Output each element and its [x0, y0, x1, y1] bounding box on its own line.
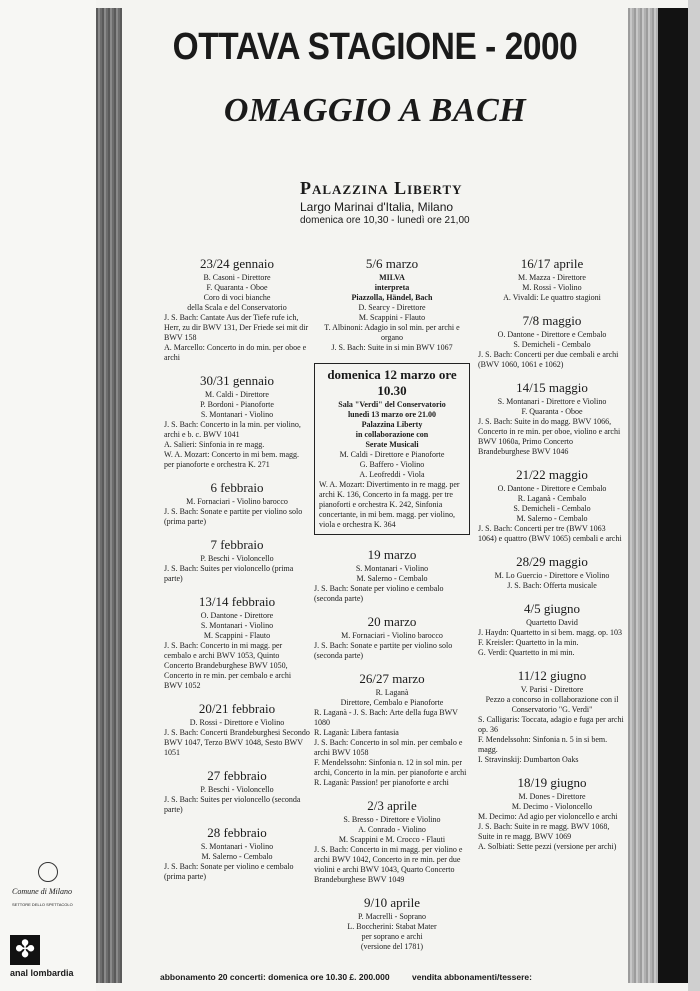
concert-detail: S. Bresso - Direttore e Violino: [343, 815, 441, 824]
concert-date: 27 febbraio: [207, 768, 267, 783]
concert-detail: O. Dantone - Direttore e Cembalo: [497, 484, 607, 493]
concert-detail: F. Mendelssohn: Sinfonia n. 5 in si bem. magg.: [478, 735, 608, 754]
clover-icon: ✤: [10, 935, 40, 965]
concert-entry: [478, 775, 626, 852]
concert-entry: [164, 594, 310, 691]
comune-logo: [8, 858, 92, 916]
concert-detail: O. Dantone - Direttore e Cembalo: [497, 330, 607, 339]
concert-entry: [478, 467, 626, 544]
concert-detail: S. Montanari - Violino: [200, 842, 274, 851]
concert-entry: [314, 547, 470, 604]
concert-detail: I. Stravinskij: Dumbarton Oaks: [478, 755, 579, 764]
concert-detail: R. Laganà: Libera fantasia: [314, 728, 399, 737]
concert-entry: [164, 480, 310, 527]
concert-detail: A. Salieri: Sinfonia in re magg.: [164, 440, 265, 449]
sponsor-logo: [10, 935, 74, 978]
concert-detail: S. Calligaris: Toccata, adagio e fuga per archi op. 36: [478, 715, 624, 734]
concert-detail: per soprano e archi: [361, 932, 423, 941]
concert-entry: [478, 668, 626, 765]
program-column-2: [314, 256, 470, 962]
concert-detail: M. Scappini - Flauto: [358, 313, 426, 322]
concert-detail: J. S. Bach: Sonate per violino e cembalo (seconda parte): [314, 584, 444, 603]
concert-detail: J. S. Bach: Concerti per due cembali e archi (BWV 1060, 1061 e 1062): [478, 350, 619, 369]
concert-detail: J. S. Bach: Suites per violoncello (prima parte): [164, 564, 294, 583]
concert-entry: [478, 313, 626, 370]
concert-detail: P. Beschi - Violoncello: [200, 554, 274, 563]
concert-detail: S. Demicheli - Cembalo: [513, 340, 591, 349]
concert-detail: S. Montanari - Violino: [355, 564, 429, 573]
concert-date: 21/22 maggio: [516, 467, 588, 482]
season-subtitle: OMAGGIO A BACH: [223, 92, 527, 129]
concert-detail: J. S. Bach: Concerti per tre (BWV 1063 1064) e quattro (BWV 1065) cembali e archi: [478, 524, 622, 543]
concert-detail: J. S. Bach: Offerta musicale: [507, 581, 597, 590]
concert-detail: M. Dones - Direttore: [518, 792, 586, 801]
concert-date: 5/6 marzo: [365, 256, 419, 271]
concert-detail: Coro di voci bianche: [203, 293, 271, 302]
concert-detail: MILVA: [379, 273, 405, 282]
concert-detail: O. Dantone - Direttore: [200, 611, 274, 620]
concert-detail: J. S. Bach: Concerto in sol min. per cembalo e archi BWV 1058: [314, 738, 463, 757]
concert-date: 9/10 aprile: [364, 895, 420, 910]
concert-detail: Pezzo a concorso in collaborazione con il Conservatorio "G. Verdi": [485, 695, 619, 714]
program-column-1: [164, 256, 310, 892]
concert-date: 13/14 febbraio: [198, 594, 276, 609]
concert-detail: J. S. Bach: Cantate Aus der Tiefe rufe ich, Herr, zu dir BWV 131, Der Friede sei mit dir BWV 158: [164, 313, 309, 342]
concert-detail: W. A. Mozart: Divertimento in re magg. per archi K. 136, Concerto in fa magg. per tre pianoforti e orchestra K. 242, Sinfonia concertante, in mi bem. magg. per violino, viola e orchestra K. 364: [319, 480, 460, 529]
concert-detail: S. Montanari - Violino: [200, 410, 274, 419]
concert-detail: J. S. Bach: Concerto in mi magg. per violino e archi BWV 1042, Concerto in re min. per due violini e archi BWV 1043, Quarto Concerto Brandeburghese BWV 1049: [314, 845, 463, 884]
concert-detail: D. Rossi - Direttore e Violino: [189, 718, 285, 727]
concert-detail: Palazzina Liberty: [361, 420, 423, 429]
venue-block: [300, 178, 490, 226]
concert-detail: J. Haydn: Quartetto in si bem. magg. op. 103: [478, 628, 622, 637]
concert-detail: Piazzolla, Händel, Bach: [351, 293, 433, 302]
concert-date: 20/21 febbraio: [198, 701, 276, 716]
concert-date: 30/31 gennaio: [199, 373, 274, 388]
concert-entry: [478, 601, 626, 658]
concert-detail: della Scala e del Conservatorio: [187, 303, 287, 312]
concert-detail: A. Leofreddi - Viola: [359, 470, 425, 479]
concert-detail: L. Boccherini: Stabat Mater: [347, 922, 437, 931]
concert-date: 11/12 giugno: [517, 668, 587, 683]
right-gray-bar: [628, 8, 658, 983]
concert-detail: A. Marcello: Concerto in do min. per oboe e archi: [164, 343, 307, 362]
concert-detail: (versione del 1781): [360, 942, 424, 951]
concert-detail: F. Quaranta - Oboe: [521, 407, 583, 416]
crest-icon: [38, 862, 58, 882]
left-decorative-bar: [96, 8, 122, 983]
venue-times: domenica ore 10,30 - lunedì ore 21,00: [300, 215, 470, 226]
concert-detail: M. Salerno - Cembalo: [356, 574, 428, 583]
concert-detail: Quartetto David: [526, 618, 578, 627]
concert-detail: lunedì 13 marzo ore 21.00: [347, 410, 437, 419]
concert-detail: M. Fornaciari - Violino barocco: [186, 497, 288, 506]
concert-entry: [478, 554, 626, 591]
footer: [160, 972, 630, 982]
concert-detail: B. Casoni - Direttore: [203, 273, 271, 282]
concert-detail: interpreta: [374, 283, 410, 292]
concert-detail: M. Decimo: Ad agio per violoncello e archi: [478, 812, 618, 821]
concert-date: 4/5 giugno: [524, 601, 580, 616]
concert-detail: J. S. Bach: Sonate per violino e cembalo (prima parte): [164, 862, 294, 881]
concert-detail: J. S. Bach: Suite in do magg. BWV 1066, Concerto in re min. per oboe, violino e archi BWV 1060a, Primo Concerto Brandeburghese BWV 1046: [478, 417, 621, 456]
concert-detail: M. Caldi - Direttore: [205, 390, 269, 399]
concert-detail: R. Laganà - J. S. Bach: Arte della fuga BWV 1080: [314, 708, 458, 727]
concert-detail: Sala "Verdi" del Conservatorio: [338, 400, 446, 409]
concert-detail: R. Laganà: Passion! per pianoforte e archi: [314, 778, 449, 787]
concert-detail: J. S. Bach: Concerto in la min. per violino, archi e b. c. BWV 1041: [164, 420, 301, 439]
concert-detail: G. Verdi: Quartetto in mi min.: [478, 648, 575, 657]
concert-detail: J. S. Bach: Sonate e partite per violino solo (prima parte): [164, 507, 303, 526]
concert-date: 6 febbraio: [210, 480, 264, 495]
concert-detail: Serate Musicali: [365, 440, 419, 449]
concert-date: 19 marzo: [367, 547, 417, 562]
concert-detail: F. Mendelssohn: Sinfonia n. 12 in sol min. per archi, Concerto in la min. per pianoforte e archi: [314, 758, 467, 777]
sales-info: vendita abbonamenti/tessere:: [411, 972, 532, 982]
concert-detail: D. Searcy - Direttore: [358, 303, 426, 312]
left-margin: [0, 0, 96, 991]
concert-detail: M. Decimo - Violoncello: [511, 802, 593, 811]
concert-detail: F. Kreisler: Quartetto in la min.: [478, 638, 579, 647]
concert-date: 28/29 maggio: [516, 554, 588, 569]
sponsor-logo-text: anal lombardia: [10, 968, 74, 978]
highlighted-concert: [314, 363, 470, 535]
concert-detail: A. Vivaldi: Le quattro stagioni: [503, 293, 601, 302]
concert-date: 16/17 aprile: [520, 256, 584, 271]
concert-detail: in collaborazione con: [355, 430, 429, 439]
concert-entry: [314, 256, 470, 353]
concert-detail: M. Caldi - Direttore e Pianoforte: [339, 450, 445, 459]
concert-entry: [314, 671, 470, 788]
concert-date: 26/27 marzo: [359, 671, 425, 686]
comune-logo-text: Comune di Milano: [12, 887, 72, 896]
concert-detail: P. Beschi - Violoncello: [200, 785, 274, 794]
concert-detail: Direttore, Cembalo e Pianoforte: [340, 698, 444, 707]
concert-date: 20 marzo: [367, 614, 417, 629]
concert-date: domenica 12 marzo ore 10.30: [327, 367, 457, 398]
concert-detail: J. S. Bach: Sonate e partite per violino solo (seconda parte): [314, 641, 453, 660]
concert-detail: T. Albinoni: Adagio in sol min. per archi e organo: [324, 323, 460, 342]
concert-date: 2/3 aprile: [367, 798, 417, 813]
concert-detail: A. Conrado - Violino: [358, 825, 426, 834]
concert-date: 23/24 gennaio: [199, 256, 274, 271]
concert-detail: W. A. Mozart: Concerto in mi bem. magg. per pianoforte e orchestra K. 271: [164, 450, 300, 469]
concert-entry: [164, 373, 310, 470]
concert-detail: P. Bordoni - Pianoforte: [200, 400, 274, 409]
comune-logo-subtext: SETTORE DELLO SPETTACOLO: [12, 902, 73, 907]
concert-entry: [164, 537, 310, 584]
season-title: OTTAVA STAGIONE - 2000: [172, 26, 578, 68]
concert-date: 7 febbraio: [210, 537, 264, 552]
concert-detail: M. Lo Guercio - Direttore e Violino: [494, 571, 610, 580]
concert-detail: M. Scappini e M. Crocco - Flauti: [338, 835, 446, 844]
right-black-bar: [658, 8, 688, 983]
venue-name: Palazzina Liberty: [300, 178, 463, 198]
concert-detail: M. Rossi - Violino: [522, 283, 582, 292]
concert-entry: [164, 768, 310, 815]
concert-detail: R. Laganà - Cembalo: [517, 494, 587, 503]
concert-detail: J. S. Bach: Suite in re magg. BWV 1068, Suite in re magg. BWV 1069: [478, 822, 610, 841]
concert-entry: [164, 256, 310, 363]
concert-detail: J. S. Bach: Suite in si min BWV 1067: [331, 343, 453, 352]
venue-address: Largo Marinai d'Italia, Milano: [300, 200, 454, 214]
concert-detail: P. Macrelli - Soprano: [358, 912, 426, 921]
concert-entry: [478, 380, 626, 457]
concert-detail: M. Scappini - Flauto: [203, 631, 271, 640]
concert-entry: [314, 895, 470, 952]
concert-date: 7/8 maggio: [522, 313, 582, 328]
concert-entry: [164, 825, 310, 882]
program-column-3: [478, 256, 626, 862]
concert-detail: S. Montanari - Violino: [200, 621, 274, 630]
concert-detail: J. S. Bach: Concerto in mi magg. per cembalo e archi BWV 1053, Quinto Concerto Brandeburghese BWV 1050, Concerto in re min. per cembalo e archi BWV 1052: [164, 641, 292, 690]
concert-detail: R. Laganà: [375, 688, 409, 697]
right-edge: [688, 0, 700, 991]
concert-date: 18/19 giugno: [517, 775, 587, 790]
concert-detail: G. Baffero - Violino: [359, 460, 425, 469]
concert-detail: M. Mazza - Direttore: [518, 273, 586, 282]
concert-date: 28 febbraio: [207, 825, 267, 840]
concert-detail: V. Parisi - Direttore: [520, 685, 584, 694]
concert-detail: M. Salerno - Cembalo: [516, 514, 588, 523]
subscription-info: abbonamento 20 concerti: domenica ore 10.30 £. 200.000: [160, 972, 390, 982]
concert-detail: J. S. Bach: Suites per violoncello (seconda parte): [164, 795, 301, 814]
concert-entry: [164, 701, 310, 758]
concert-detail: F. Quaranta - Oboe: [206, 283, 268, 292]
concert-detail: A. Solbiati: Sette pezzi (versione per archi): [478, 842, 617, 851]
concert-entry: [478, 256, 626, 303]
concert-entry: [314, 614, 470, 661]
concert-detail: S. Demicheli - Cembalo: [513, 504, 591, 513]
concert-detail: M. Salerno - Cembalo: [201, 852, 273, 861]
concert-entry: [314, 798, 470, 885]
concert-detail: J. S. Bach: Concerti Brandeburghesi Secondo BWV 1047, Terzo BWV 1048, Sesto BWV 1051: [164, 728, 310, 757]
concert-date: 14/15 maggio: [516, 380, 588, 395]
concert-detail: M. Fornaciari - Violino barocco: [341, 631, 443, 640]
concert-detail: S. Montanari - Direttore e Violino: [497, 397, 607, 406]
